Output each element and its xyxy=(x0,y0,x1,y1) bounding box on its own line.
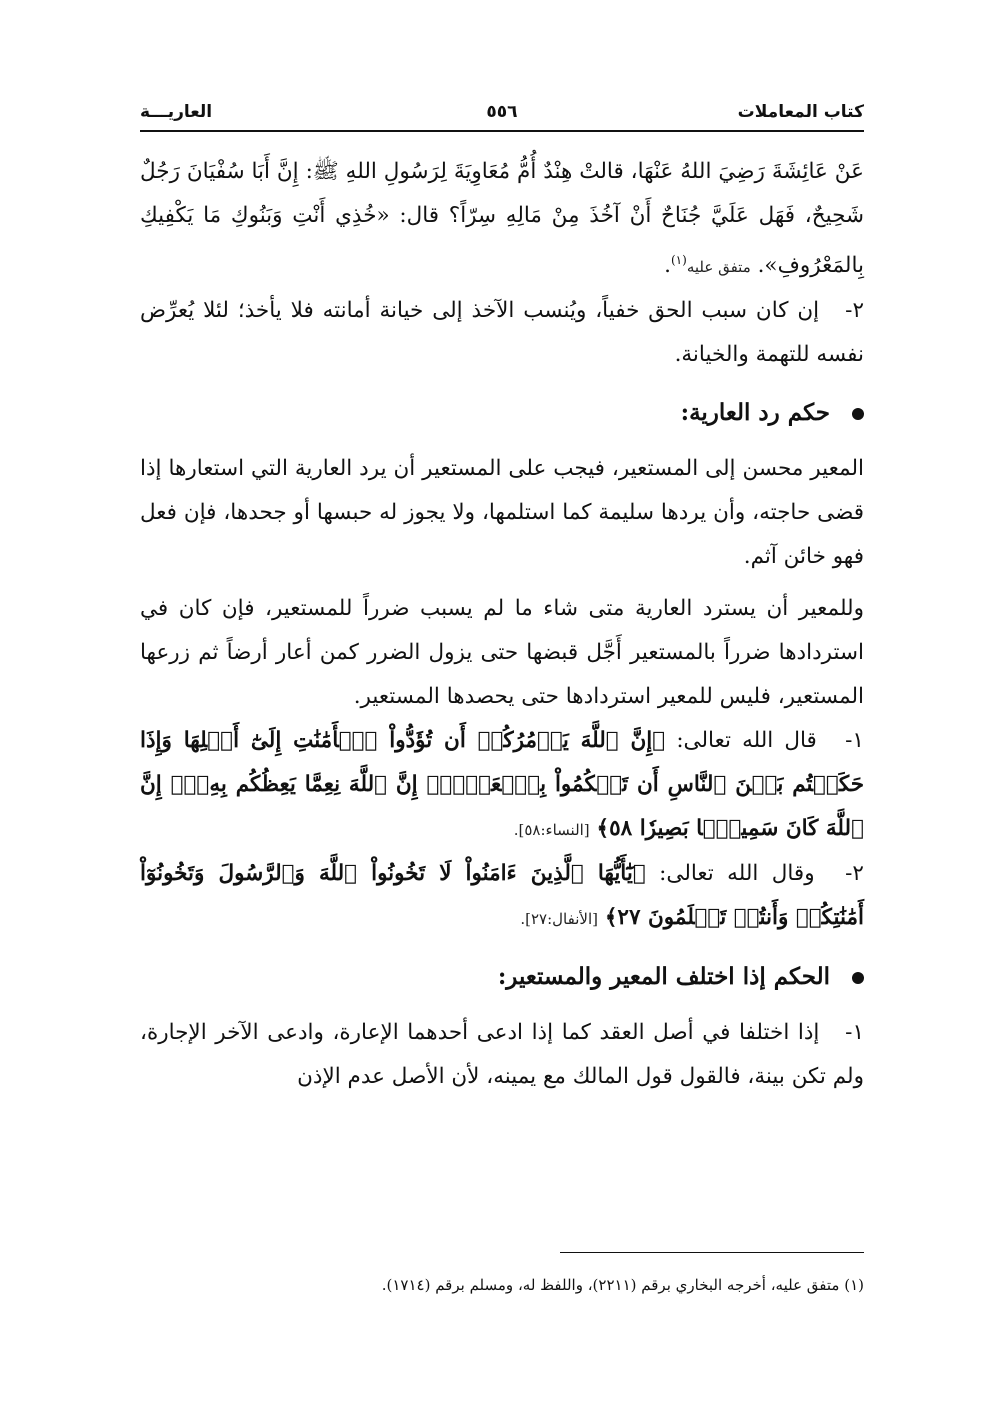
verse-1 xyxy=(140,719,864,852)
footnote-marker: (١) xyxy=(670,253,687,267)
main-text xyxy=(140,150,864,1099)
paragraph-return-1: المعير محسن إلى المستعير، فيجب على المستعير أن يرد العارية التي استعارها إذا قضى حاجته، وأن يردها سليمة كما استلمها، ولا يجوز له حبسها أو جحدها، فإن فعل فهو خائن آثم. xyxy=(140,456,864,570)
page-number: ٥٥٦ xyxy=(486,102,518,122)
section-heading-return-text: حكم رد العارية: xyxy=(680,399,830,427)
verse-1-ref: [النساء:٥٨]. xyxy=(513,821,590,840)
verse-2-intro: وقال الله تعالى: xyxy=(659,861,815,887)
point-2-text: إن كان سبب الحق خفياً، ويُنسب الآخذ إلى خيانة أمانته فلا يأخذ؛ لئلا يُعرِّض نفسه للتهمة والخيانة. xyxy=(140,298,864,368)
footnote-rule xyxy=(560,1252,864,1253)
book-title: كتاب المعاملات xyxy=(737,102,864,122)
verse-2-number: ٢- xyxy=(845,861,864,887)
footnote: (١) متفق عليه، أخرجه البخاري برقم (٢٢١١)، واللفظ له، ومسلم برقم (١٧١٤). xyxy=(381,1276,864,1294)
dispute-point-1-text: إذا اختلفا في أصل العقد كما إذا ادعى أحدهما الإعارة، وادعى الآخر الإجارة، ولم تكن بينة، فالقول قول المالك مع يمينه، لأن الأصل عدم الإذن xyxy=(140,1020,864,1090)
paragraph-return-2: وللمعير أن يسترد العارية متى شاء ما لم يسبب ضرراً للمستعير، فإن كان في استردادها ضرراً بالمستعير أَجَّل قبضها حتى يزول الضرر كمن أعار أرضاً ثم زرعها المستعير، فليس للمعير استردادها حتى يحصدها المستعير. xyxy=(140,596,864,710)
hadith-text: عَنْ عَائِشَةَ رَضِيَ اللهُ عَنْهَا، قالتْ هِنْدٌ أُمُّ مُعَاوِيَةَ لِرَسُولِ اللهِ ﷺ: إِنَّ أَبَا سُفْيَانَ رَجُلٌ شَحِيحٌ، فَهَل عَلَيَّ جُنَاحٌ أَنْ آخُذَ مِنْ مَالِهِ سِرّاً؟ قال: «خُذِي أَنْتِ وَبَنُوكِ مَا يَكْفِيكِ بِالمَعْرُوفِ». xyxy=(140,159,864,279)
chapter-title: العاريـــة xyxy=(140,102,213,122)
verse-1-text: ﴿إِنَّ ٱللَّهَ يَأۡمُرُكُمۡ أَن تُؤَدُّواْ ٱلۡأَمَٰنَٰتِ إِلَىٰٓ أَهۡلِهَا وَإِذَا حَكَمۡتُم بَيۡنَ ٱلنَّاسِ أَن تَحۡكُمُواْ بِٱلۡعَدۡلِۚ إِنَّ ٱللَّهَ نِعِمَّا يَعِظُكُم بِهِۦٓۗ إِنَّ ٱللَّهَ كَانَ سَمِيعَۢا بَصِيرٗا ٥٨﴾ xyxy=(140,728,864,842)
verse-2-text: ﴿يَٰٓأَيُّهَا ٱلَّذِينَ ءَامَنُواْ لَا تَخُونُواْ ٱللَّهَ وَٱلرَّسُولَ وَتَخُونُوٓاْ أَمَٰنَٰتِكُمۡ وَأَنتُمۡ تَعۡلَمُونَ ٢٧﴾ xyxy=(140,861,864,931)
dispute-point-1-number: ١- xyxy=(845,1020,864,1046)
section-heading-dispute xyxy=(140,951,864,1003)
verse-2 xyxy=(140,852,864,941)
bullet-icon xyxy=(852,408,864,420)
verse-1-number: ١- xyxy=(845,728,864,754)
hadith-end: . xyxy=(664,253,671,279)
point-2-number: ٢- xyxy=(845,298,864,324)
dispute-point-1 xyxy=(140,1011,864,1099)
bullet-icon xyxy=(852,972,864,984)
section-heading-dispute-text: الحكم إذا اختلف المعير والمستعير: xyxy=(497,963,830,991)
running-header xyxy=(140,96,864,130)
verse-1-intro: قال الله تعالى: xyxy=(676,728,817,754)
verse-2-ref: [الأنفال:٢٧]. xyxy=(520,910,598,929)
hadith-paragraph xyxy=(140,150,864,289)
section-heading-return xyxy=(140,387,864,439)
hadith-source: متفق عليه xyxy=(686,258,751,277)
header-rule xyxy=(140,130,864,132)
point-2 xyxy=(140,289,864,377)
